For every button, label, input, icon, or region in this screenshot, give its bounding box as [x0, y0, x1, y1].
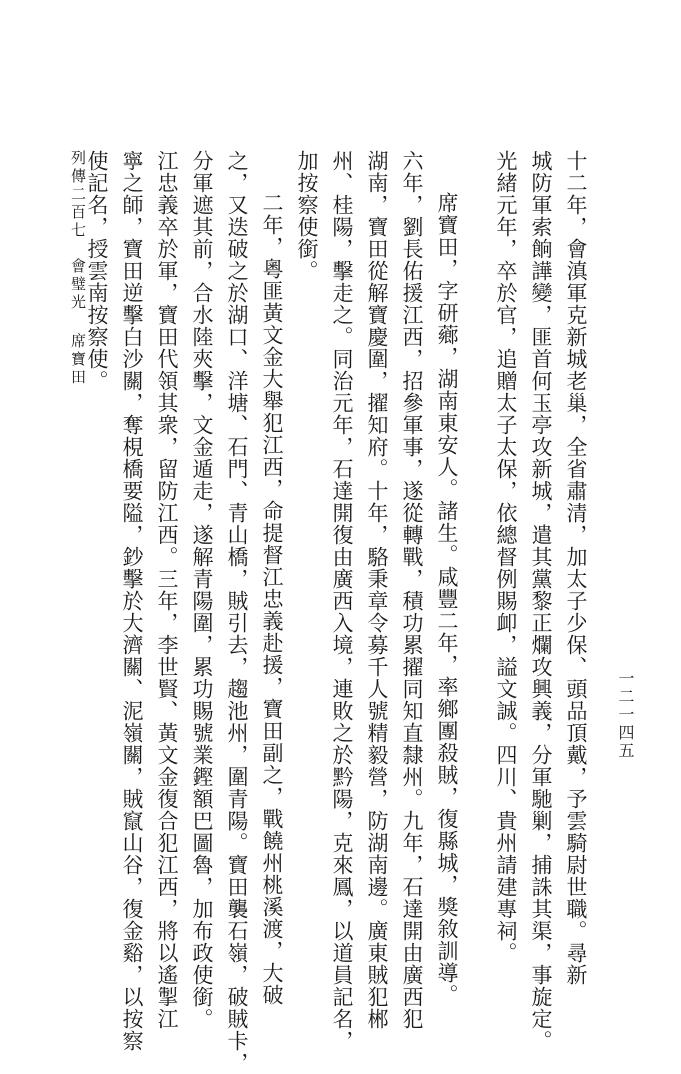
running-head — [68, 150, 89, 387]
text-column: 湖南，寶田從解寶慶圍，擢知府。十年，駱秉章令募千人號精毅營，防湖南邊。廣東賊犯郴 — [365, 150, 389, 1030]
text-column: 寧之師，寶田逆擊白沙關，奪梘橋要隘，鈔擊於大濟關、泥嶺關，賊竄山谷，復金谿，以按察 — [120, 150, 144, 1052]
text-column: 加按察使銜。 — [295, 150, 319, 282]
text-column: 江忠義卒於軍，寶田代領其衆，留防江西。三年，李世賢、黃文金復合犯江西，將以遙掣江 — [155, 150, 179, 1030]
body-text — [85, 150, 593, 1074]
text-column: 州、桂陽，擊走之。同治元年，石達開復由廣西入境，連敗之於黔陽，克來鳳，以道員記名， — [330, 150, 354, 1052]
text-column: 光緒元年，卒於官，追贈太子太保，依總督例賜卹，謚文誠。四川、貴州請建專祠。 — [494, 150, 518, 964]
running-head-subjects: 會璧光 席寶田 — [69, 258, 87, 387]
text-column: 之，又迭破之於湖口、洋塘、石門、青山橋，賊引去，趨池州，圍青陽。寶田襲石嶺，破賊卡， — [225, 150, 249, 1074]
biography-heading-column: 席寶田，字研薌，湖南東安人。諸生。咸豐二年，率鄉團殺賊，復縣城，獎敘訓導。 — [435, 192, 459, 1006]
text-column: 二年，粵匪黃文金大舉犯江西，命提督江忠義赴援，寶田副之，戰饒州桃溪渡，大破 — [260, 192, 284, 1006]
text-column: 分軍遮其前，合水陸夾擊，文金遁走，遂解青陽圍，累功賜號業鏗額巴圖魯，加布政使銜。 — [190, 150, 214, 1030]
text-column: 六年，劉長佑援江西，招參軍事，遂從轉戰，積功累擢同知直隸州。九年，石達開由廣西犯 — [400, 150, 424, 1030]
page-number: 一二一四五 — [616, 670, 635, 760]
text-column: 使記名，授雲南按察使。 — [85, 150, 109, 392]
text-column: 城防軍索餉譁變，匪首何玉亭攻新城，遣其黨黎正爛攻興義，分軍馳剿，捕誅其渠，事旋定。 — [529, 150, 553, 1052]
text-column: 十二年，會滇軍克新城老巢，全省肅清，加太子少保、頭品頂戴，予雲騎尉世職。尋新 — [564, 150, 588, 986]
running-head-section: 列傳二百七 — [69, 150, 87, 240]
